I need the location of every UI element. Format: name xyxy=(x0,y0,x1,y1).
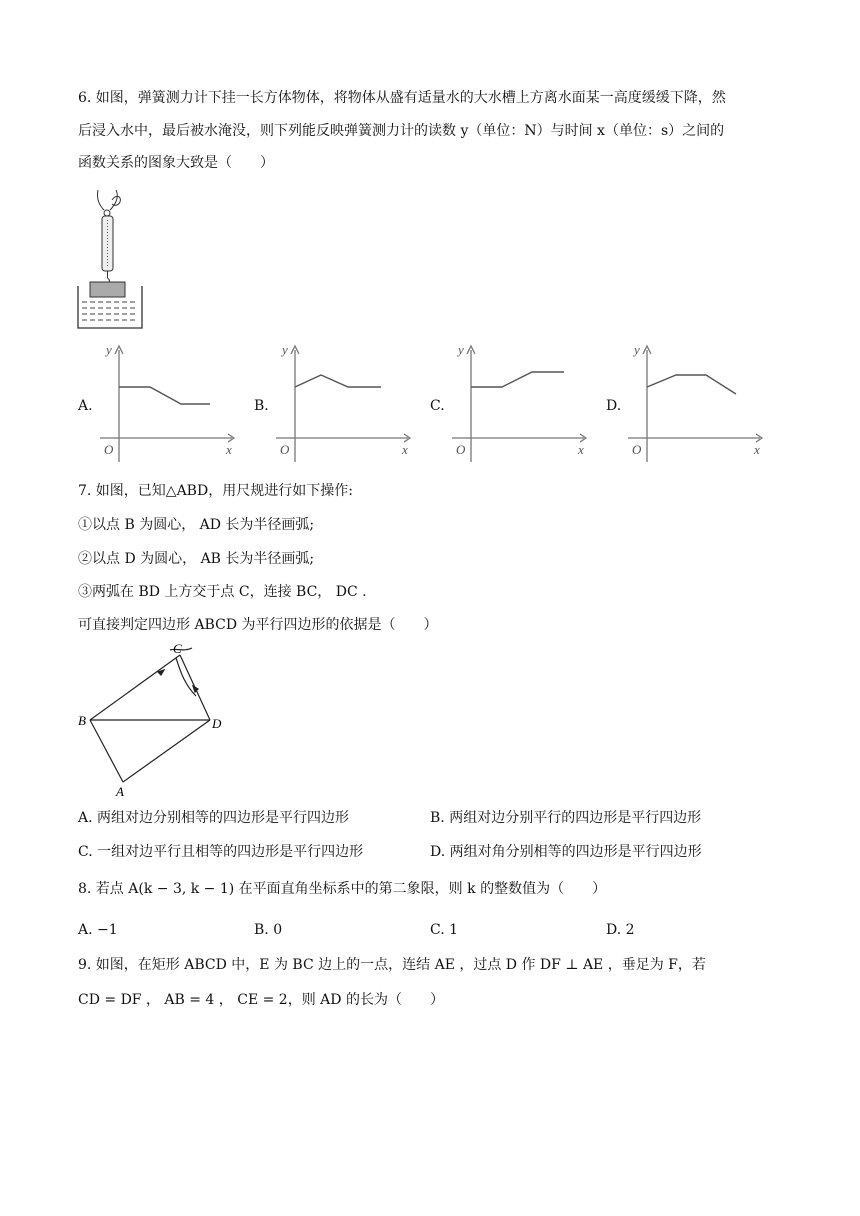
q8-option-c[interactable]: C. 1 xyxy=(430,922,459,938)
q9-stem-line1: 9. 如图，在矩形 ABCD 中，E 为 BC 边上的一点，连结 AE ，过点 D 作 DF ⊥ AE ，垂足为 F，若 xyxy=(78,957,706,973)
q6-option-d-graph[interactable] xyxy=(620,342,770,462)
q6-axis-x-label: x xyxy=(226,442,232,457)
q7-option-c[interactable]: C. 一组对边平行且相等的四边形是平行四边形 xyxy=(78,844,364,860)
q6-axis-y-label: y xyxy=(634,342,640,357)
q6-axis-x-label: x xyxy=(402,442,408,457)
q6-option-c-graph[interactable] xyxy=(444,342,594,462)
q6-origin-label: O xyxy=(104,442,114,457)
q6-axis-x-label: x xyxy=(754,442,760,457)
q6-stem-line1: 6. 如图，弹簧测力计下挂一长方体物体，将物体从盛有适量水的大水槽上方离水面某一高度缓缓下降，然 xyxy=(78,90,726,106)
q7-step2: ②以点 D 为圆心， AB 长为半径画弧; xyxy=(78,551,315,567)
q7-figure xyxy=(76,640,236,800)
q8-option-a[interactable]: A. −1 xyxy=(78,922,118,938)
q6-axis-y-label: y xyxy=(282,342,288,357)
q7-option-d[interactable]: D. 两组对角分别相等的四边形是平行四边形 xyxy=(430,844,702,860)
q6-axis-y-label: y xyxy=(458,342,464,357)
q7-step1: ①以点 B 为圆心， AD 长为半径画弧; xyxy=(78,517,315,533)
q7-label-b: B xyxy=(78,713,86,728)
q8-option-d[interactable]: D. 2 xyxy=(606,922,635,938)
q6-axis-y-label: y xyxy=(106,342,112,357)
q6-option-a-graph[interactable] xyxy=(92,342,242,462)
q7-option-b[interactable]: B. 两组对边分别平行的四边形是平行四边形 xyxy=(430,810,702,826)
q6-option-a-letter[interactable]: A. xyxy=(78,398,93,414)
q7-option-a[interactable]: A. 两组对边分别相等的四边形是平行四边形 xyxy=(78,810,350,826)
q7-label-a: A xyxy=(116,784,124,799)
q6-origin-label: O xyxy=(456,442,466,457)
q6-option-b-graph[interactable] xyxy=(268,342,418,462)
q7-stem-line1: 7. 如图，已知△ABD，用尺规进行如下操作: xyxy=(78,483,353,499)
q6-option-b-letter[interactable]: B. xyxy=(254,398,269,414)
q6-option-d-letter[interactable]: D. xyxy=(606,398,622,414)
q8-stem: 8. 若点 A(k − 3, k − 1) 在平面直角坐标系中的第二象限，则 k 的整数值为（ ） xyxy=(78,881,607,897)
q7-label-d: D xyxy=(212,716,222,731)
q8-option-b[interactable]: B. 0 xyxy=(254,922,283,938)
q6-stem-line3: 函数关系的图象大致是（ ） xyxy=(78,155,274,171)
q9-stem-line2: CD = DF ， AB = 4 ， CE = 2，则 AD 的长为（ ） xyxy=(78,992,444,1008)
q6-origin-label: O xyxy=(280,442,290,457)
q7-stem-line5: 可直接判定四边形 ABCD 为平行四边形的依据是（ ） xyxy=(78,617,438,633)
q6-axis-x-label: x xyxy=(578,442,584,457)
q7-label-c: C xyxy=(173,641,182,656)
q6-stem-line2: 后浸入水中，最后被水淹没，则下列能反映弹簧测力计的读数 y（单位：N）与时间 x（单位：s）之间的 xyxy=(78,123,725,139)
q7-step3: ③两弧在 BD 上方交于点 C，连接 BC， DC . xyxy=(78,584,367,600)
spring-scale-figure xyxy=(76,188,146,333)
q6-option-c-letter[interactable]: C. xyxy=(430,398,445,414)
q6-origin-label: O xyxy=(632,442,642,457)
